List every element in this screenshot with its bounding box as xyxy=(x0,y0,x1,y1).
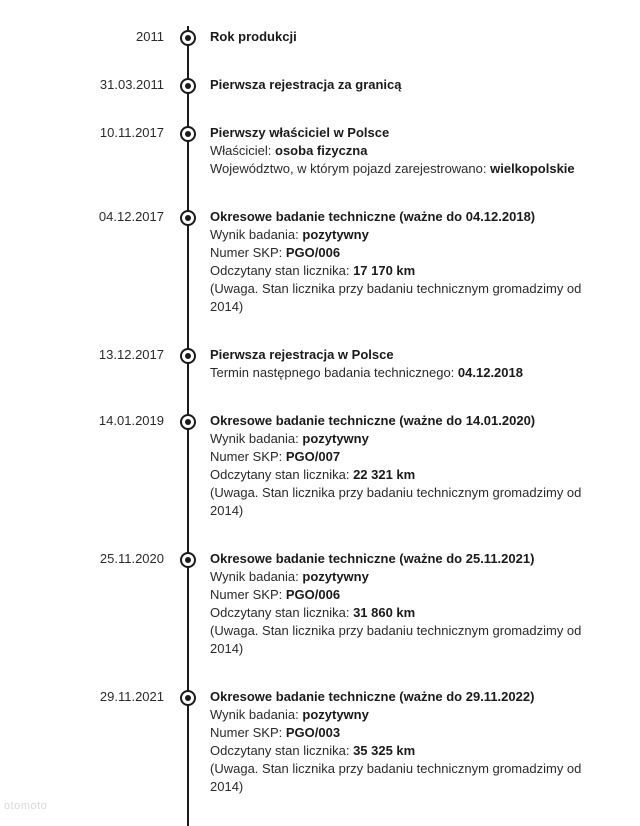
timeline-dot-icon xyxy=(180,348,196,364)
owner-line xyxy=(210,142,590,160)
owner-value: osoba fizyczna xyxy=(275,143,368,158)
event-content xyxy=(210,28,590,46)
result-line xyxy=(210,568,590,586)
odometer-label: Odczytany stan licznika: xyxy=(210,467,354,482)
timeline-dot-icon xyxy=(180,552,196,568)
event-content xyxy=(210,688,590,796)
event-date: 10.11.2017 xyxy=(99,125,164,140)
odometer-value: 22 321 km xyxy=(353,467,416,482)
skp-label: Numer SKP: xyxy=(210,587,286,602)
skp-label: Numer SKP: xyxy=(210,725,286,740)
event-date: 31.03.2011 xyxy=(99,77,164,92)
result-label: Wynik badania: xyxy=(210,227,303,242)
event-title: Okresowe badanie techniczne (ważne do 14.01.2020) xyxy=(210,413,536,428)
odometer-note: (Uwaga. Stan licznika przy badaniu technicznym gromadzimy od 2014) xyxy=(210,761,582,794)
event-content xyxy=(210,124,590,178)
result-label: Wynik badania: xyxy=(210,431,303,446)
next-inspection-value: 04.12.2018 xyxy=(457,365,523,380)
timeline-dot-icon xyxy=(180,126,196,142)
event-title: Okresowe badanie techniczne (ważne do 04.12.2018) xyxy=(210,209,536,224)
timeline-dot-icon xyxy=(180,414,196,430)
result-label: Wynik badania: xyxy=(210,569,303,584)
result-value: pozytywny xyxy=(302,431,369,446)
skp-value: PGO/003 xyxy=(285,725,341,740)
skp-value: PGO/006 xyxy=(285,245,341,260)
odometer-label: Odczytany stan licznika: xyxy=(210,743,354,758)
odometer-value: 17 170 km xyxy=(353,263,416,278)
event-title: Pierwszy właściciel w Polsce xyxy=(210,125,390,140)
odometer-note: (Uwaga. Stan licznika przy badaniu technicznym gromadzimy od 2014) xyxy=(210,623,582,656)
event-content xyxy=(210,76,590,94)
skp-line xyxy=(210,244,590,262)
next-inspection-line xyxy=(210,364,590,382)
result-value: pozytywny xyxy=(302,227,369,242)
watermark-logo: otomoto xyxy=(4,800,48,812)
skp-value: PGO/006 xyxy=(285,587,341,602)
result-value: pozytywny xyxy=(302,569,369,584)
event-title: Rok produkcji xyxy=(210,29,297,44)
event-content xyxy=(210,208,590,316)
skp-line xyxy=(210,724,590,742)
event-title: Pierwsza rejestracja w Polsce xyxy=(210,347,394,362)
odometer-line xyxy=(210,604,590,622)
event-date: 13.12.2017 xyxy=(98,347,164,362)
event-date: 04.12.2017 xyxy=(98,209,164,224)
timeline-dot-icon xyxy=(180,30,196,46)
region-line xyxy=(210,160,590,178)
odometer-line xyxy=(210,466,590,484)
odometer-value: 31 860 km xyxy=(353,605,416,620)
event-content xyxy=(210,346,590,382)
result-line xyxy=(210,226,590,244)
odometer-line xyxy=(210,742,590,760)
odometer-note: (Uwaga. Stan licznika przy badaniu technicznym gromadzimy od 2014) xyxy=(210,485,582,518)
next-inspection-label: Termin następnego badania technicznego: xyxy=(210,365,458,380)
event-date: 2011 xyxy=(136,29,164,44)
result-line xyxy=(210,430,590,448)
timeline-dot-icon xyxy=(180,210,196,226)
odometer-value: 35 325 km xyxy=(353,743,416,758)
skp-label: Numer SKP: xyxy=(210,449,286,464)
region-value: wielkopolskie xyxy=(490,161,575,176)
skp-line xyxy=(210,586,590,604)
odometer-label: Odczytany stan licznika: xyxy=(210,605,354,620)
event-content xyxy=(210,412,590,520)
event-content xyxy=(210,550,590,658)
odometer-label: Odczytany stan licznika: xyxy=(210,263,354,278)
event-date: 29.11.2021 xyxy=(99,689,164,704)
result-label: Wynik badania: xyxy=(210,707,303,722)
skp-value: PGO/007 xyxy=(285,449,341,464)
event-title: Okresowe badanie techniczne (ważne do 29.11.2022) xyxy=(210,689,535,704)
timeline-dot-icon xyxy=(180,78,196,94)
odometer-note: (Uwaga. Stan licznika przy badaniu technicznym gromadzimy od 2014) xyxy=(210,281,582,314)
timeline-dot-icon xyxy=(180,690,196,706)
event-title: Okresowe badanie techniczne (ważne do 25.11.2021) xyxy=(210,551,535,566)
owner-label: Właściciel: xyxy=(210,143,276,158)
event-date: 25.11.2020 xyxy=(99,551,164,566)
result-line xyxy=(210,706,590,724)
region-label: Województwo, w którym pojazd zarejestrowano: xyxy=(210,161,491,176)
skp-line xyxy=(210,448,590,466)
skp-label: Numer SKP: xyxy=(210,245,286,260)
event-title: Pierwsza rejestracja za granicą xyxy=(210,77,402,92)
event-date: 14.01.2019 xyxy=(98,413,164,428)
result-value: pozytywny xyxy=(302,707,369,722)
odometer-line xyxy=(210,262,590,280)
